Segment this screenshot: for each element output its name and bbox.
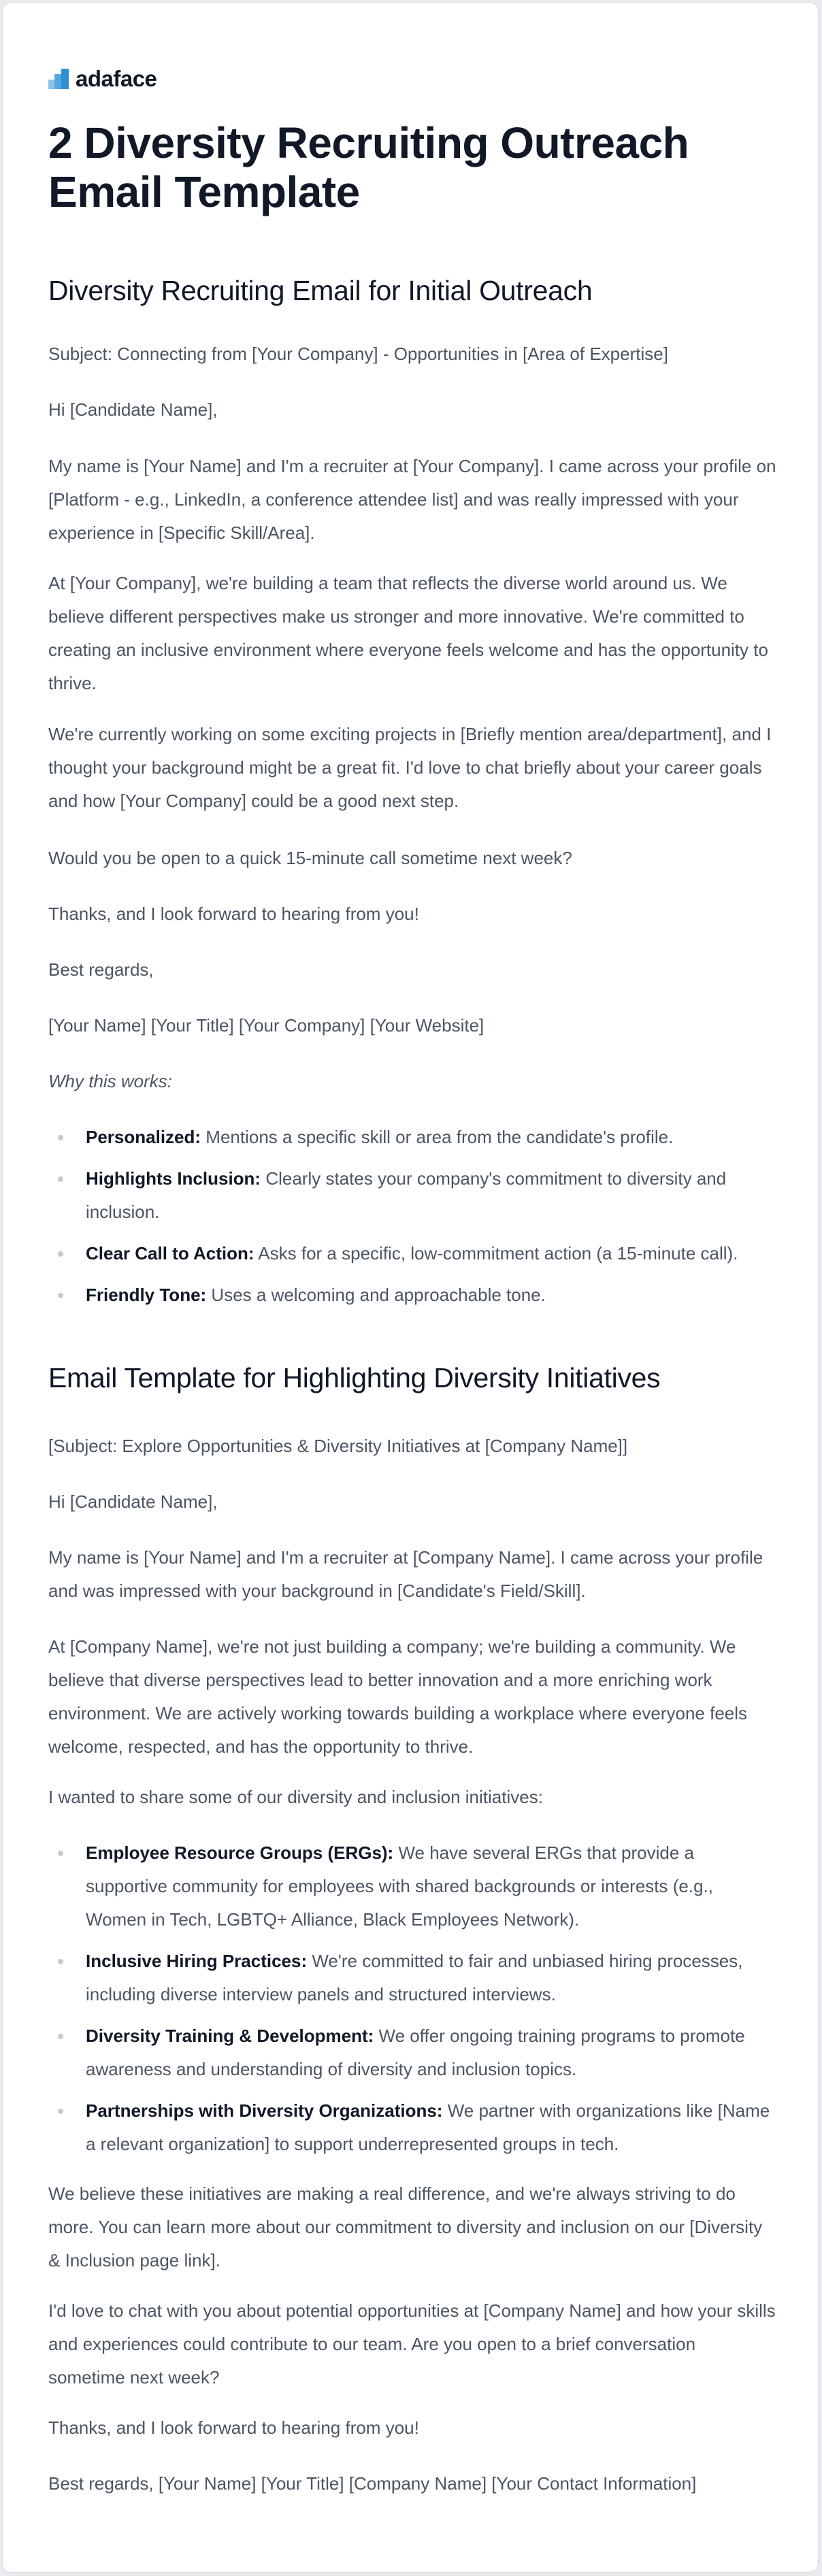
list-item: Partnerships with Diversity Organizations: We partner with organizations like [Name a relevant organization] to support underrepresented groups in tech. [48, 2094, 776, 2161]
email-paragraph: Best regards, [Your Name] [Your Title] [Company Name] [Your Contact Information] [48, 2473, 697, 2494]
why-this-works-list [48, 1121, 776, 1312]
email-paragraph: We believe these initiatives are making a real difference, and we're always striving to do more. You can learn more about our commitment to diversity and inclusion on our [Diversity & Inclusion page link]. [48, 2183, 763, 2270]
email-paragraph: At [Company Name], we're not just building a company; we're building a community. We believe that diverse perspectives lead to better innovation and a more enriching work environment. We are actively working towards building a workplace where everyone feels welcome, respected, and has the opportunity to thrive. [48, 1636, 748, 1757]
email-paragraph: I'd love to chat with you about potential opportunities at [Company Name] and how your skills and experiences could contribute to our team. Are you open to a brief conversation sometime next week? [48, 2300, 776, 2388]
email-greeting: Hi [Candidate Name], [48, 399, 218, 420]
list-item: Highlights Inclusion: Clearly states your company's commitment to diversity and inclusion. [48, 1162, 776, 1229]
list-item: Friendly Tone: Uses a welcoming and approachable tone. [48, 1278, 776, 1312]
section-heading-initial-outreach: Diversity Recruiting Email for Initial Outreach [48, 275, 593, 306]
email-subject: [Subject: Explore Opportunities & Diversity Initiatives at [Company Name]] [48, 1436, 628, 1456]
email-paragraph: At [Your Company], we're building a team that reflects the diverse world around us. We believe different perspectives make us stronger and more innovative. We're committed to creating an inclusive environment where everyone feels welcome and has the opportunity to thrive. [48, 573, 768, 693]
email-paragraph: Thanks, and I look forward to hearing from you! [48, 2417, 419, 2438]
email-paragraph: We're currently working on some exciting projects in [Briefly mention area/department], and I thought your background might be a great fit. I'd love to chat briefly about your career goals and how [Your Company] could be a good next step. [48, 724, 772, 811]
list-item: Employee Resource Groups (ERGs): We have several ERGs that provide a supportive community for employees with shared backgrounds or interests (e.g., Women in Tech, LGBTQ+ Alliance, Black Employees Network). [48, 1836, 776, 1936]
adaface-logo[interactable] [48, 67, 157, 91]
email-paragraph: I wanted to share some of our diversity and inclusion initiatives: [48, 1787, 543, 1807]
email-signature: [Your Name] [Your Title] [Your Company] [Your Website] [48, 1015, 484, 1036]
email-paragraph: Best regards, [48, 959, 154, 980]
email-paragraph: My name is [Your Name] and I'm a recruiter at [Your Company]. I came across your profile on [Platform - e.g., LinkedIn, a conference attendee list] and was really impressed with your experience in [Specific Skill/Area]. [48, 456, 776, 543]
email-greeting: Hi [Candidate Name], [48, 1491, 218, 1512]
email-subject: Subject: Connecting from [Your Company] - Opportunities in [Area of Expertise] [48, 344, 668, 364]
why-this-works-label: Why this works: [48, 1071, 173, 1091]
adaface-logo-icon [48, 69, 69, 89]
email-paragraph: My name is [Your Name] and I'm a recruiter at [Company Name]. I came across your profile and was impressed with your background in [Candidate's Field/Skill]. [48, 1547, 763, 1601]
logo-text: adaface [76, 66, 157, 91]
section-heading-diversity-initiatives: Email Template for Highlighting Diversity Initiatives [48, 1362, 661, 1393]
email-paragraph: Would you be open to a quick 15-minute call sometime next week? [48, 848, 572, 868]
page-title: 2 Diversity Recruiting Outreach Email Template [48, 118, 689, 216]
initiatives-list [48, 1836, 776, 2161]
list-item: Clear Call to Action: Asks for a specific, low-commitment action (a 15-minute call). [48, 1237, 776, 1270]
list-item: Diversity Training & Development: We offer ongoing training programs to promote awareness and understanding of diversity and inclusion topics. [48, 2019, 776, 2086]
list-item: Personalized: Mentions a specific skill or area from the candidate's profile. [48, 1121, 776, 1154]
content-card [2, 2, 819, 2573]
list-item: Inclusive Hiring Practices: We're committed to fair and unbiased hiring processes, including diverse interview panels and structured interviews. [48, 1945, 776, 2011]
email-paragraph: Thanks, and I look forward to hearing from you! [48, 904, 419, 924]
